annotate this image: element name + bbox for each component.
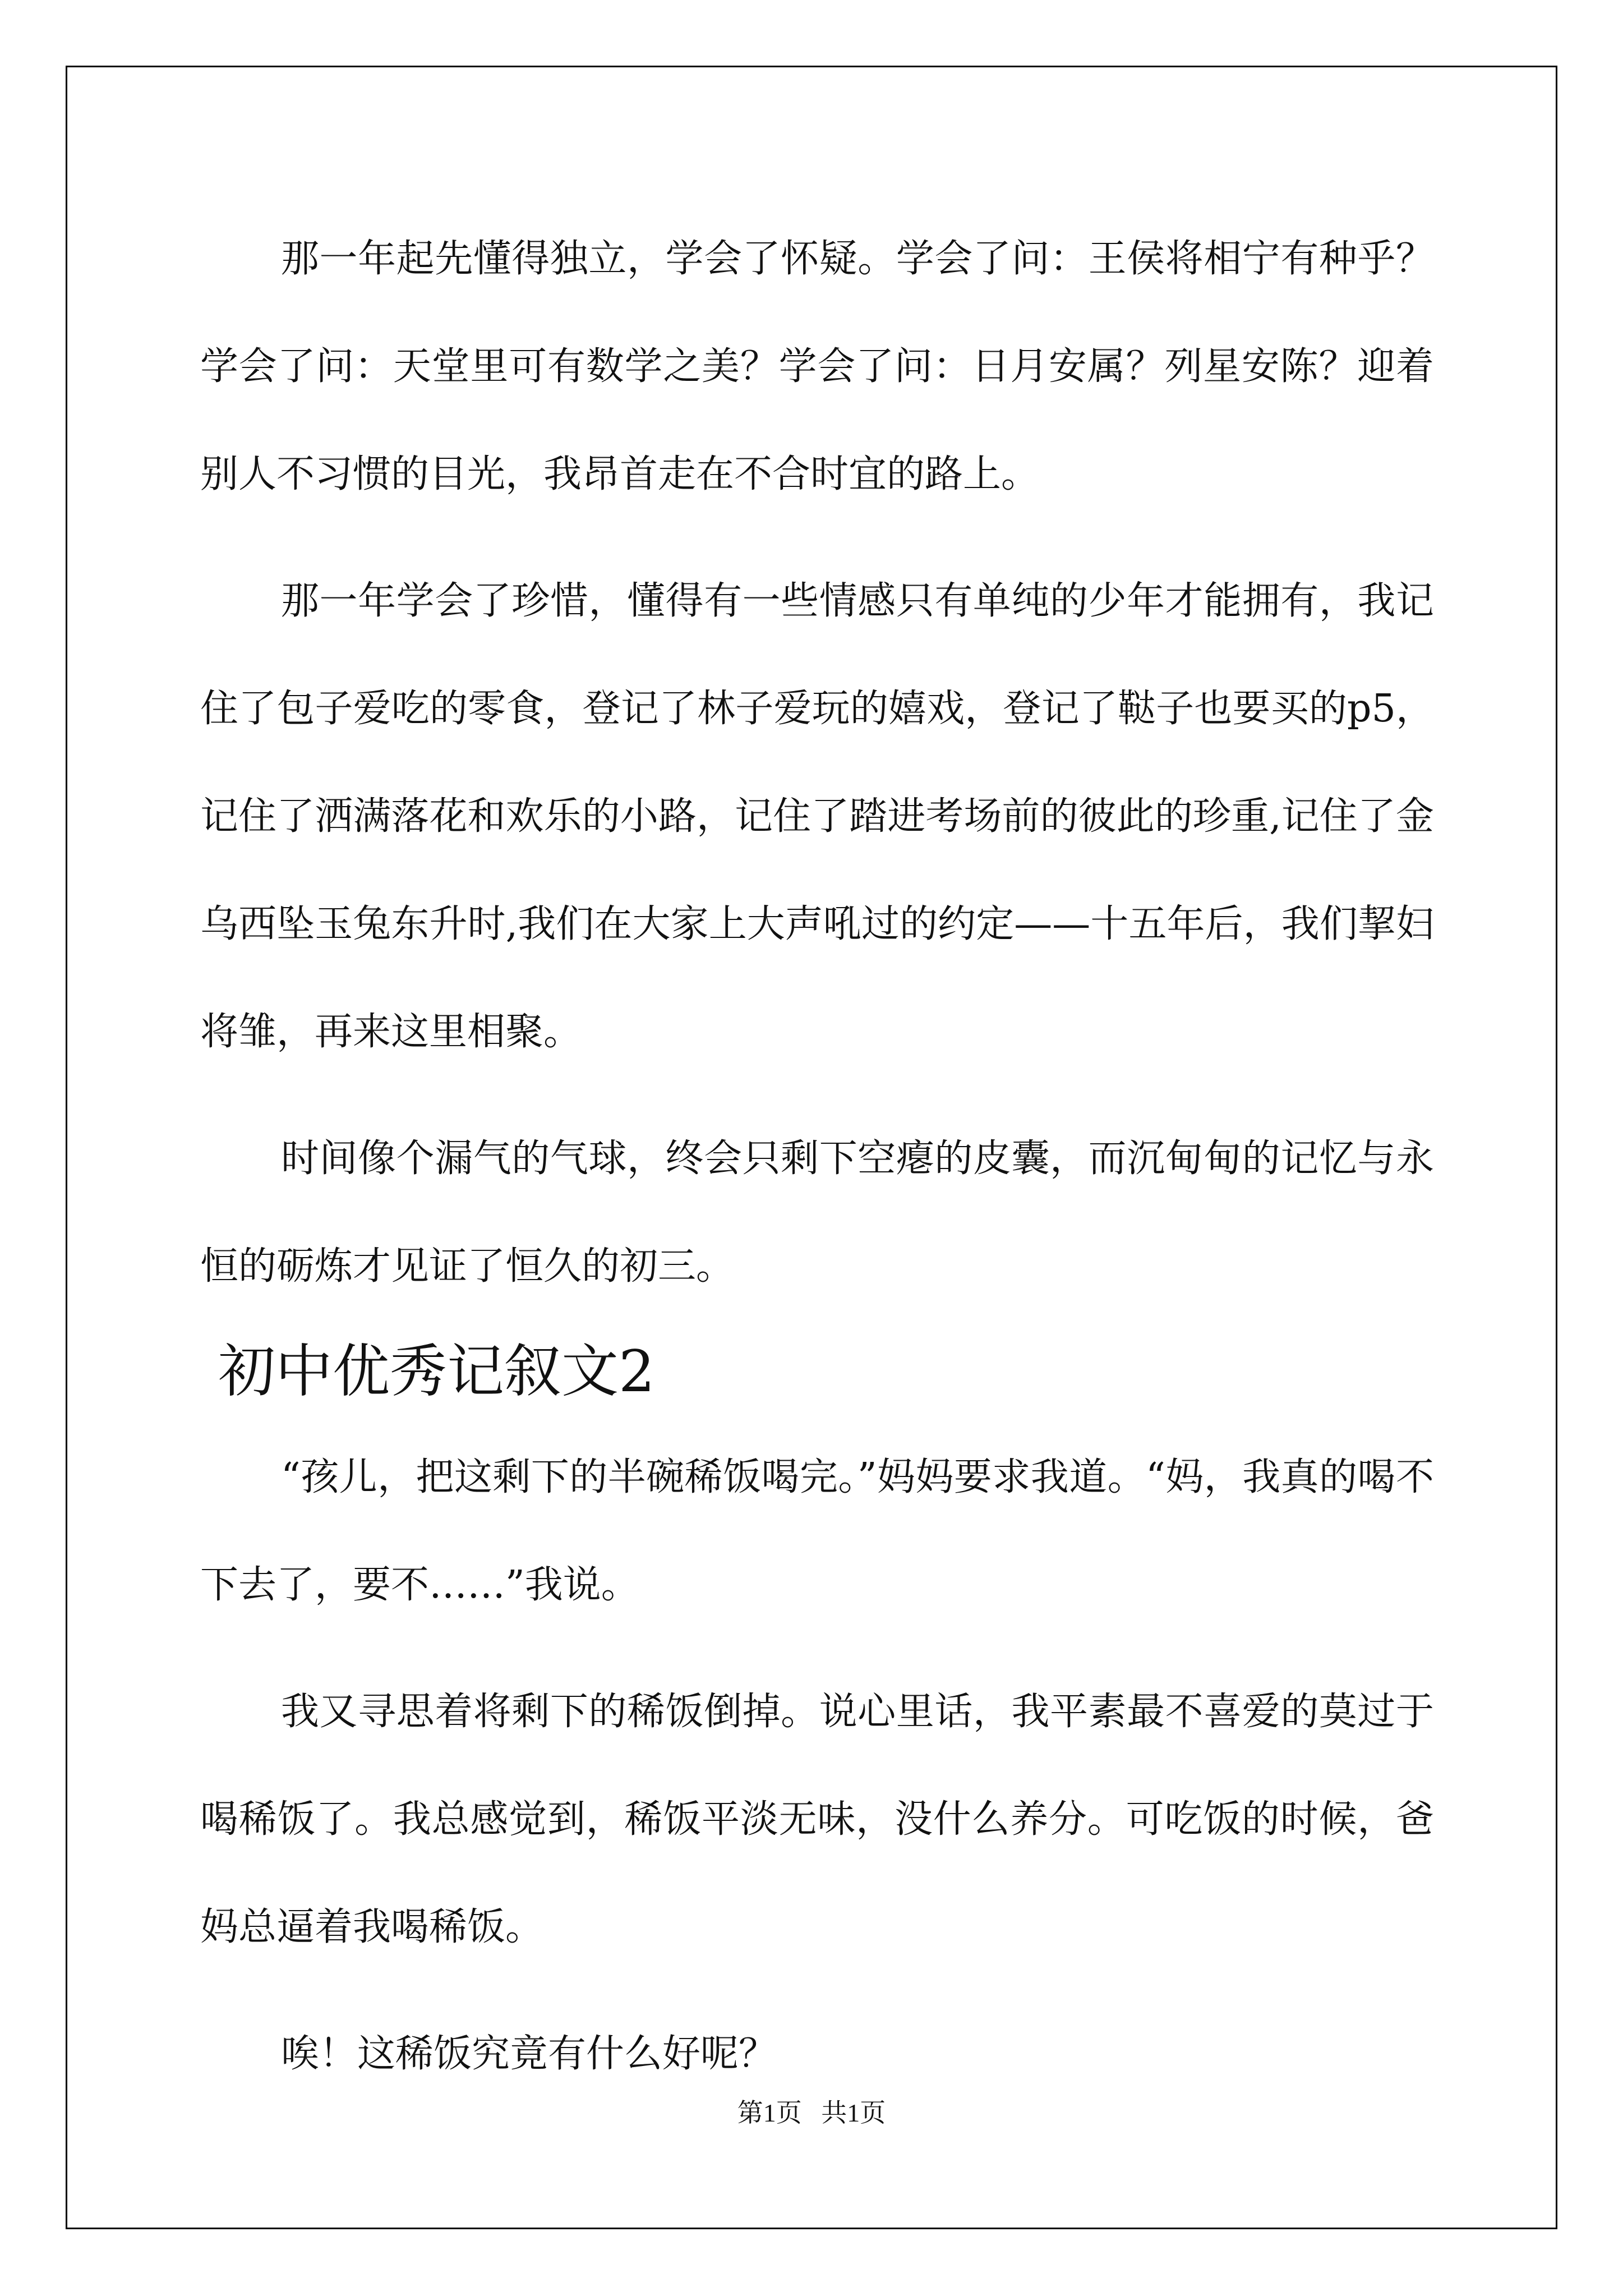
paragraph: 唉！这稀饭究竟有什么好呢？ xyxy=(281,2032,777,2076)
paragraph: “孩儿，把这剩下的半碗稀饭喝完。”妈妈要求我道。“妈，我真的喝不下去了，要不……”我说。 xyxy=(200,1455,1434,1607)
section-title: 初中优秀记叙文2 xyxy=(218,1338,655,1405)
page-number-footer: 第1页 共1页 xyxy=(737,2099,886,2127)
paragraph: 那一年起先懂得独立，学会了怀疑。学会了问：王侯将相宁有种乎？学会了问：天堂里可有数学之美？学会了问：日月安属？列星安陈？迎着别人不习惯的目光，我昂首走在不合时宜的路上。 xyxy=(200,237,1434,496)
paragraph: 我又寻思着将剩下的稀饭倒掉。说心里话，我平素最不喜爱的莫过于喝稀饭了。我总感觉到，稀饭平淡无味，没什么养分。可吃饭的时候，爸妈总逼着我喝稀饭。 xyxy=(200,1690,1434,1949)
paragraph: 那一年学会了珍惜，懂得有一些情感只有单纯的少年才能拥有，我记住了包子爱吃的零食，登记了林子爱玩的嬉戏，登记了鞑子也要买的p5，记住了洒满落花和欢乐的小路，记住了踏进考场前的彼此的珍重,记住了金乌西坠玉兔东升时,我们在大家上大声吼过的约定——十五年后，我们挈妇将雏，再来这里相聚。 xyxy=(200,579,1434,1054)
paragraph: 时间像个漏气的气球，终会只剩下空瘪的皮囊，而沉甸甸的记忆与永恒的砺炼才见证了恒久的初三。 xyxy=(200,1137,1434,1289)
document-body xyxy=(200,205,1434,2127)
